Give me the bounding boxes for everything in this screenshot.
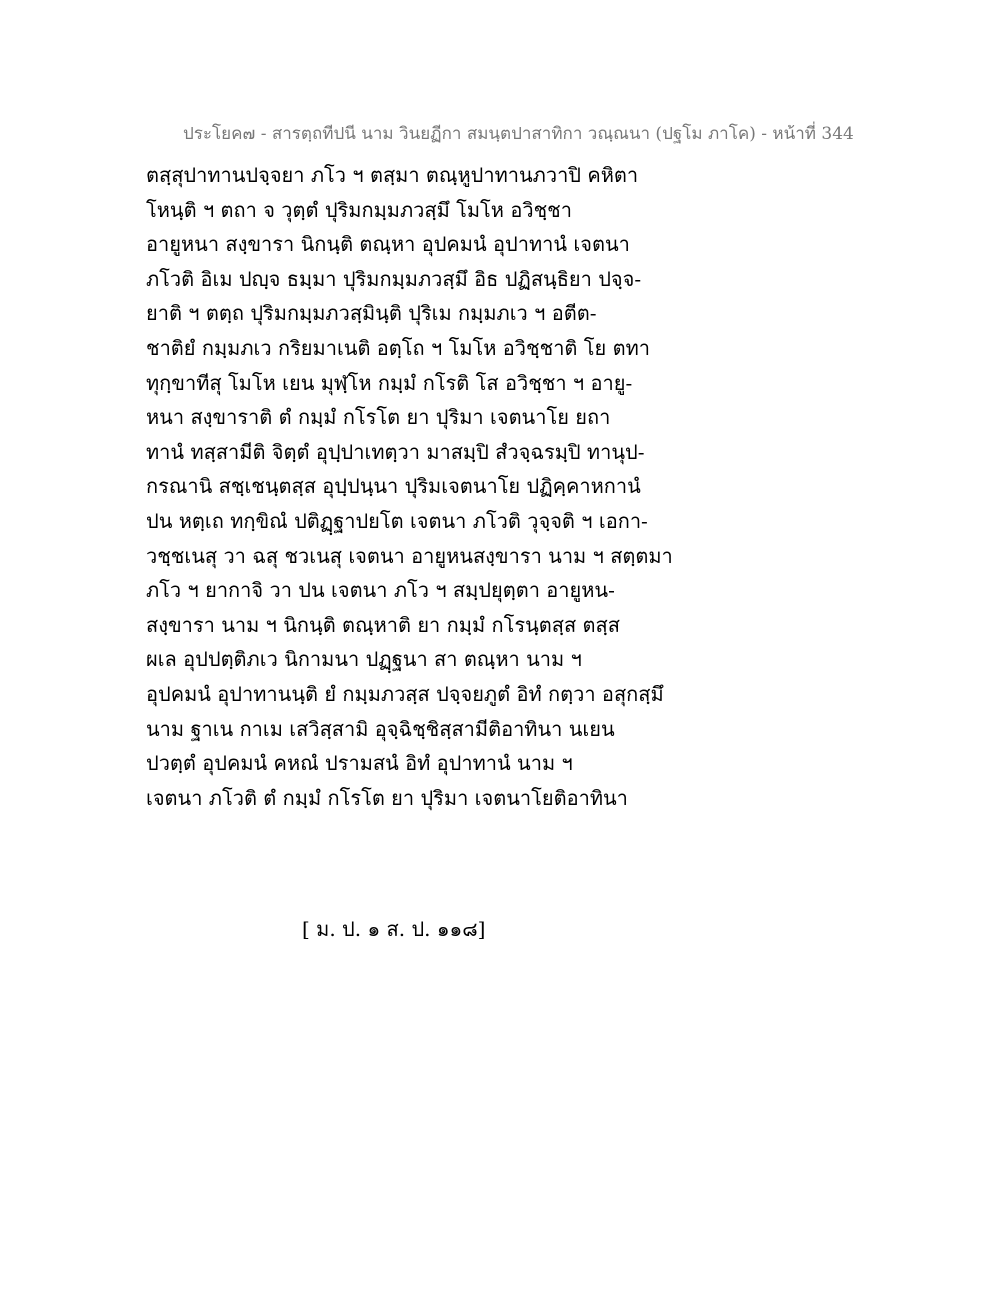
text-line: ภโวติ อิเม ปญฺจ ธมฺมา ปุริมกมฺมภวสฺมึ อิธ ปฏิสนฺธิยา ปจฺจ- [146,266,642,291]
text-line: ปน หตฺเถ ทกฺขิณํ ปติฏฺฐาปยโต เจตนา ภโวติ วุจฺจติ ฯ เอกา- [146,508,648,533]
page-header: ประโยค๗ - สารตฺถทีปนี นาม วินยฏีกา สมนฺตปาสาทิกา วณฺณนา (ปฐโม ภาโค) - หน้าที่ 344 [183,124,854,144]
text-line: ยาติ ฯ ตตฺถ ปุริมกมฺมภวสฺมินฺติ ปุริเม กมฺมภเว ฯ อตีต- [146,301,597,326]
text-line: ปวตฺตํ อุปคมนํ คหณํ ปรามสนํ อิทํ อุปาทานํ นาม ฯ [146,751,573,776]
text-line: ผเล อุปปตฺติภเว นิกามนา ปฏฺฐนา สา ตณฺหา นาม ฯ [146,647,582,672]
text-line: ชาติยํ กมฺมภเว กริยมาเนติ อตฺโถ ฯ โมโห อวิชฺชาติ โย ตทา [146,335,650,360]
text-line: อุปคมนํ อุปาทานนฺติ ยํ กมฺมภวสฺส ปจฺจยภูตํ อิทํ กตฺวา อสุกสฺมึ [146,681,664,706]
text-line: ทุกฺขาทีสุ โมโห เยน มุฬฺโห กมฺมํ กโรติ โส อวิชฺชา ฯ อายู- [146,370,633,395]
text-line: สงฺขารา นาม ฯ นิกนฺติ ตณฺหาติ ยา กมฺมํ กโรนฺตสฺส ตสฺส [146,612,620,637]
text-line: อายูหนา สงฺขารา นิกนฺติ ตณฺหา อุปคมนํ อุปาทานํ เจตนา [146,232,630,257]
text-line: ทานํ ทสฺสามีติ จิตฺตํ อุปฺปาเทตฺวา มาสมฺปิ สํวจฺฉรมฺปิ ทานุป- [146,439,645,464]
text-line: เจตนา ภโวติ ตํ กมฺมํ กโรโต ยา ปุริมา เจตนาโยติอาทินา [146,785,628,810]
text-line: ภโว ฯ ยากาจิ วา ปน เจตนา ภโว ฯ สมฺปยุตฺตา อายูหน- [146,578,615,603]
body-text [146,158,866,815]
text-line: หนา สงฺขาราติ ตํ กมฺมํ กโรโต ยา ปุริมา เจตนาโย ยถา [146,405,611,430]
text-line: นาม ฐาเน กาเม เสวิสฺสามิ อุจฺฉิชฺชิสฺสามีติอาทินา นเยน [146,716,615,741]
text-line: กรณานิ สชฺเชนฺตสฺส อุปฺปนฺนา ปุริมเจตนาโย ปฏิคฺคาหกานํ [146,474,641,499]
text-line: ตสฺสุปาทานปจฺจยา ภโว ฯ ตสฺมา ตณฺหูปาทานภวาปิ คหิตา [146,163,639,187]
text-line: โหนฺติ ฯ ตถา จ วุตฺตํ ปุริมกมฺมภวสฺมึ โมโห อวิชฺชา [146,197,572,222]
text-line: วชฺชเนสุ วา ฉสุ ชวเนสุ เจตนา อายูหนสงฺขารา นาม ฯ สตฺตมา [146,543,673,568]
reference-citation: [ ม. ป. ๑ ส. ป. ๑๑๘] [302,917,486,941]
